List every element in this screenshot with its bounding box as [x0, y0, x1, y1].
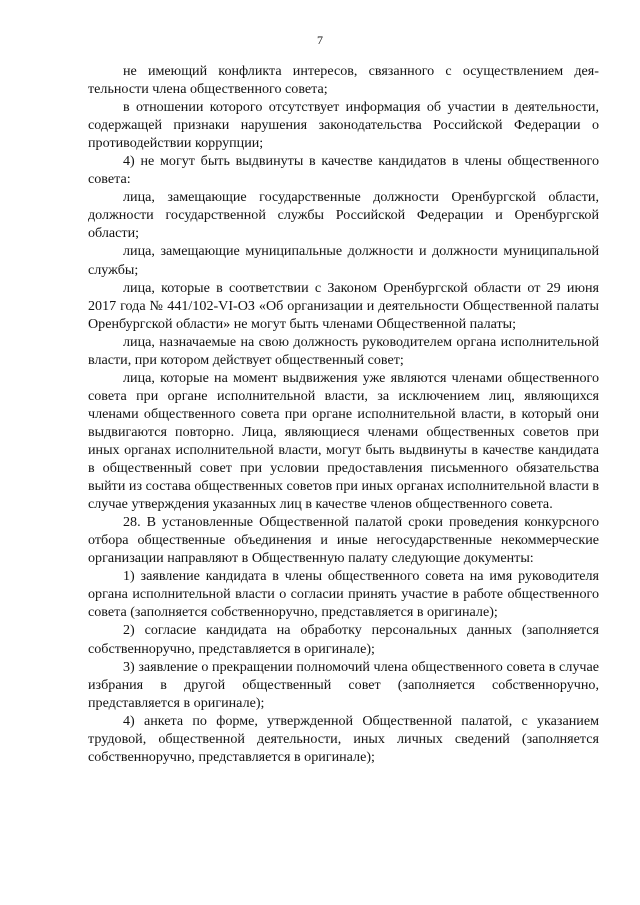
paragraph: 4) не могут быть выдвинуты в качестве кандидатов в члены общественного совета: — [88, 153, 599, 188]
paragraph: лица, замещающие государственные должности Оренбургской области, должности государственной службы Российской Федерации и Оренбургской области; — [88, 189, 599, 242]
paragraph: 1) заявление кандидата в члены общественного совета на имя руководителя органа исполнительной власти о согласии принять участие в работе общественного совета (заполняется собственноручно, представляется в оригинале); — [88, 568, 599, 621]
page-number: 7 — [317, 33, 323, 47]
paragraph: 28. В установленные Общественной палатой сроки проведения конкурсного отбора общественные объединения и иные негосударственные некоммерческие организации направляют в Общественную палату следующие документы: — [88, 514, 599, 567]
paragraph: лица, замещающие муниципальные должности и должности муниципальной службы; — [88, 243, 599, 278]
paragraph: лица, назначаемые на свою должность руководителем органа исполнительной власти, при котором действует общественный совет; — [88, 333, 599, 368]
paragraph: 4) анкета по форме, утвержденной Общественной палатой, с указанием трудовой, общественной деятельности, иных личных сведений (заполняется собственноручно, представляется в оригинале); — [88, 712, 599, 765]
paragraph: в отношении которого отсутствует информация об участии в деятельности, содержащей признаки нарушения законодательства Российской Федерации о противодействии коррупции; — [88, 99, 599, 152]
paragraph: 3) заявление о прекращении полномочий члена общественного совета в случае избрания в другой общественный совет (заполняется собственноручно, представляется в оригинале); — [88, 658, 599, 711]
paragraph: лица, которые на момент выдвижения уже являются членами общественного совета при органе исполнительной власти, за исключением лиц, являющихся членами общественного совета при органе исполнительной власти, в который они выдвигаются повторно. Лица, являющиеся членами общественных советов при иных органах исполнительной власти, могут быть выдвинуты в качестве кандидата в общественный совет при условии предоставления письменного обязательства выйти из состава общественных советов при иных органах исполнительной власти в случае утверждения указанных лиц в качестве членов общественного совета. — [88, 369, 599, 513]
paragraph: лица, которые в соответствии с Законом Оренбургской области от 29 июня 2017 года № 441/102-VI-ОЗ «Об организации и деятельности Общественной палаты Оренбургской области» не могут быть членами Общественной палаты; — [88, 279, 599, 332]
paragraph: не имеющий конфликта интересов, связанного с осуществлением деятельности члена общественного совета; — [88, 63, 599, 98]
paragraph: 2) согласие кандидата на обработку персональных данных (заполняется собственноручно, представляется в оригинале); — [88, 622, 599, 657]
document-body — [88, 62, 599, 766]
